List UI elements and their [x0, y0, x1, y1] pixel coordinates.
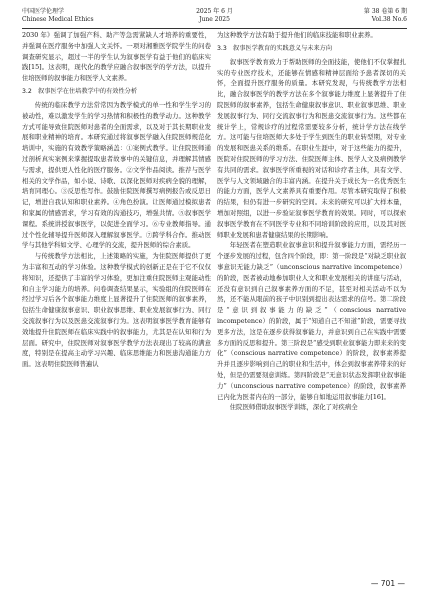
right-text-column — [217, 30, 406, 570]
running-header — [22, 6, 407, 29]
page-number: — 701 — — [370, 579, 405, 588]
left-paragraph-1: 2030 年》强调了加强产科、助产等急需紧缺人才培养的重要性，并强调在医疗服务中加强人文关怀。一项对湘雅医学院学生的问卷调查研究显示，超过一半的学生认为叙事医学有益于他们的临床实践[15]。这表明，现代化的教学应融合叙事医学的学方法，以提升住培医师的叙事能力和医学人文素养。 — [22, 31, 211, 83]
issue-date-cn: 2025 年 6 月 — [196, 8, 233, 15]
right-paragraph-3: 年轻医者在塑造职业叙事意识和提升叙事能力方面，需经历一个逐步发展的过程，包含四个阶段，即：第一阶段是“对缺乏职业叙事意识无能力缺乏”（unconscious narrative incompetence）的阶段，医者被动地参加职业人文和职业发展相关的讲座与活动，还没有意识到自己叙事素养方面的不足，甚至对相关活动不以为然，还不能从眼前的孩子中识别到提出表达需求的信号。第二阶段是“意识到叙事能力的缺乏”（conscious narrative incompetence）的阶段，属于“知道自己不知道”阶段，需要寻找更多方法，这是在逐步获得叙事能力，并意识到自己在实践中需要多方面的反思和提升。第三阶段是“感受到职业叙事能力即来来的变化”（conscious narrative competence）的阶段，叙事素养提升并且逐步影响到自己的职业和生活中，体会到叙事素养带来的好处，但是仍需要刻意训练。第四阶段是“无意识状态发挥职业叙事能力”（unconscious narrative competence）的阶段，叙事素养已内化为医者内在的一部分，能够自如地运用叙事能力[16]。 — [217, 241, 406, 401]
volume-block — [364, 8, 407, 24]
section-heading-3-2: 3.2 叙事医学在住培教学中的有效性分析 — [22, 87, 138, 95]
journal-name-en: Chinese Medical Ethics — [22, 16, 94, 23]
left-paragraph-2: 传统的临床教学方法常常因为教学模式的单一性和学生学习的被动性，难以激发学生的学习热情和积极性的教学动力。这种教学方式可能导致住院医师对患者的全面需求，以及对于其长期职业发展和职业精神的培育。本研究通过将叙事医学融入住院医师规范化培训中，实施的有效教学策略涵盖：①案例式教学。让住院医师通过剖析真实案例来掌握提取患者故事中的关键信息，并理解其情感与需求，提供更人性化的医疗服务。②文学作品阅读。推荐与医学相关的文学作品，如小说、诗歌、以深化医师对疾病全貌的理解，培育同理心。③反思性写作。鼓励住院医师撰写病例报告或反思日记，增进自我认知和职业素养。④角色扮演。让医师通过模拟患者和家属的情感需求，学习有效的沟通技巧，增强共情。⑤叙事医学课程。系统讲授叙事医学，以促进全面学习。⑥专业教师指导。通过个性化辅导提升医师深入理解叙事医学。⑦跨学科合作。推动医学与其他学科如文学、心理学的交流，提升医师的综合素质。 — [22, 100, 211, 250]
issue-date-block — [22, 8, 407, 24]
journal-name-cn: 中国医学伦理学 — [22, 8, 65, 15]
section-heading-3-3: 3.3 叙事医学教育的实践意义与未来方向 — [217, 44, 333, 52]
volume-en: Vol.38 No.6 — [371, 16, 407, 23]
left-paragraph-3: 与传统教学方法相比，上述策略的实施，为住院医师提供了更为丰富和互动的学习体验。这种教学模式的创新正是在于它不仅仅将知识，还提供了丰富的学习体验，更加注重住院医师主观能动性和自主学习能力的培养。问卷调查结果显示，实验组的住院医师在经过学习后各个叙事能力维度上显著提升了住院医师的叙事素养，包括生命健康叙事意识、职业叙事思维、职业发展叙事行为、同行交流叙事行为以及医患交流叙事行为。这表明叙事医学教育能够有效地提升住院医师在临床实践中的叙事能力，尤其是在认知和行为层面。研究中，住院医师对叙事医学教学方法表现出了较高的满意度，特别是在提高主动学习兴趣、临床思维能力和医患沟通能力方面。这表明住院医师普遍认 — [22, 252, 211, 369]
right-paragraph-1: 为这种教学方法有助于提升他们的临床技能和职业素养。 — [217, 31, 377, 39]
right-paragraph-4: 住院医师借助叙事医学训练，深化了对疾病全 — [229, 403, 358, 412]
left-text-column — [22, 30, 211, 570]
issue-date-en: June 2025 — [199, 16, 230, 23]
volume-cn: 第 38 卷第 6 期 — [363, 8, 407, 15]
right-paragraph-2: 叙事医学教育致力于帮助医师的全面技能，使他们不仅掌握扎实的专业医疗技术，还能够在情感和精神层面给予患者深切的关怀，全面提升医疗服务的质量。本研究发现，与传统教学方法相比，融合叙事医学的教学方法在多个叙事能力维度上显著提升了住院医师的叙事素养，包括生命健康叙事意识、职业叙事思维、职业发展叙事行为、同行交流叙事行为和医患交流叙事行为。这些都在统计学上，常规诊疗的过程常需要较多分析，统计学方法在线学方。这可能与住培医师大多处于学生到医生的职业转型期，对专业的发展和医患关系的维系。在职业生涯中，对于这些能力的提升，医院对住院医师的学习方法、住院医师主体、医学人文及病例教学有共同的需求。叙事医学所重视的对话和诊疗者主体，具有文学、医学与人文领域融合的丰富内涵。在提升关于成长为一名优秀医生的能力方面，医学人文素养具有重要作用。尽管本研究取得了积极的结果，但仍有进一步研究的空间。未来的研究可以扩大样本量，增加对照组，以进一步验证叙事医学教育的效果。同时，可以探索叙事医学教育在不同医学专业和不同培训阶段的应用，以及其对医师职业发展和患者健康结果的长期影响。 — [217, 57, 406, 239]
